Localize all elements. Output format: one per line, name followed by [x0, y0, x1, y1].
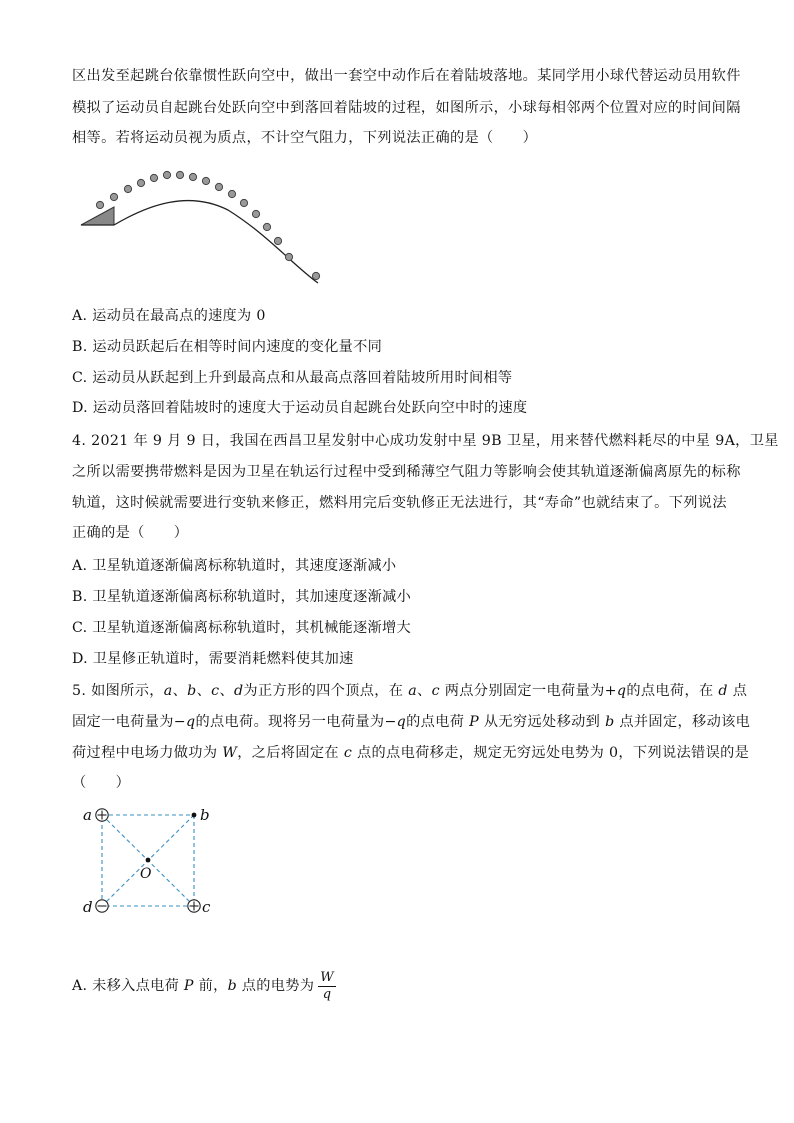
text: 两点分别固定一电荷量为: [439, 683, 605, 699]
text: ，之后将固定在: [237, 745, 344, 761]
q5-line-3: [72, 743, 750, 763]
text: 的点电荷: [406, 714, 470, 730]
ball: [110, 193, 117, 200]
ball: [202, 177, 209, 184]
text: 从无穷远处移动到: [479, 714, 606, 730]
ball: [176, 171, 183, 178]
text: 、: [219, 683, 234, 699]
q4-option-a: A. 卫星轨道逐渐偏离标称轨道时，其速度逐渐减小: [72, 558, 397, 574]
q4-option-c: C. 卫星轨道逐渐偏离标称轨道时，其机械能逐渐增大: [72, 620, 411, 636]
q5-option-a: [72, 966, 336, 1006]
q3-option-d: D. 运动员落回着陆坡时的速度大于运动员自起跳台处跃向空中时的速度: [72, 400, 528, 416]
ball: [274, 237, 281, 244]
text: 的点电荷。现将另一电荷量为: [195, 714, 385, 730]
var-b: b: [187, 683, 197, 699]
var-p: P: [469, 714, 480, 730]
takeoff-platform: [81, 207, 114, 225]
var-p: P: [183, 978, 194, 994]
var-b: b: [605, 714, 615, 730]
ball: [285, 253, 292, 260]
text: 荷过程中电场力做功为: [72, 745, 223, 761]
q5-line-4: （ ）: [72, 775, 131, 791]
ball: [215, 183, 222, 190]
var-a: a: [408, 683, 418, 699]
text: 的点电荷，在: [626, 683, 719, 699]
var-d: d: [233, 683, 244, 699]
charge-plus-q: +q: [604, 683, 627, 699]
label-b: b: [200, 806, 210, 824]
label-d: d: [83, 898, 93, 916]
var-a: a: [163, 683, 173, 699]
text: 、: [196, 683, 212, 699]
ball: [252, 210, 259, 217]
ball: [240, 199, 247, 206]
text: 前，: [193, 978, 228, 994]
text: 为正方形的四个顶点，在: [243, 683, 409, 699]
ball: [96, 201, 103, 208]
text: 点并固定，移动该电: [614, 714, 751, 730]
q3-option-a: A. 运动员在最高点的速度为 0: [72, 308, 266, 324]
point-b: [192, 813, 197, 818]
var-b: b: [227, 978, 237, 994]
q3-line-3: 相等。若将运动员视为质点，不计空气阻力，下列说法正确的是（ ）: [72, 130, 538, 146]
positive-charge-c: [188, 900, 200, 912]
charge-minus-q: −q: [384, 714, 407, 730]
text: 、: [172, 683, 188, 699]
var-c: c: [211, 683, 220, 699]
ball: [228, 190, 235, 197]
q4-line-3: 轨道，这时候就需要进行变轨来修正，燃料用完后变轨修正无法进行，其“寿命”也就结束了。下列说法: [72, 495, 727, 511]
label-o: O: [140, 866, 152, 882]
var-w: W: [222, 745, 238, 761]
var-c: c: [343, 745, 353, 761]
q3-option-c: C. 运动员从跃起到上升到最高点和从最高点落回着陆坡所用时间相等: [72, 370, 513, 386]
ball: [263, 223, 270, 230]
ball: [150, 174, 157, 181]
ball: [312, 272, 319, 279]
negative-charge-d: [96, 900, 108, 912]
square-charge-diagram: [78, 800, 218, 925]
q3-option-b: B. 运动员跃起后在相等时间内速度的变化量不同: [72, 339, 383, 355]
q4-option-b: B. 卫星轨道逐渐偏离标称轨道时，其加速度逐渐减小: [72, 589, 412, 605]
text: A. 未移入点电荷: [72, 978, 184, 994]
text: 点的点电荷移走，规定无穷远处电势为 0，下列说法错误的是: [352, 745, 750, 761]
var-c: c: [431, 683, 440, 699]
fraction-w-over-q: [318, 970, 336, 1003]
fraction-numerator: W: [320, 969, 334, 985]
q5-line-1: [72, 681, 748, 701]
ball-positions: [96, 171, 319, 279]
q3-line-1: 区出发至起跳台依靠惯性跃向空中，做出一套空中动作后在着陆坡落地。某同学用小球代替运动员用软件: [72, 68, 741, 84]
q5-line-2: [72, 712, 751, 732]
ball: [137, 179, 144, 186]
text: 固定一电荷量为: [72, 714, 174, 730]
label-c: c: [202, 898, 211, 916]
ski-jump-figure: [78, 165, 328, 290]
q3-line-2: 模拟了运动员自起跳台处跃向空中到落回着陆坡的过程，如图所示，小球每相邻两个位置对应的时间间隔: [72, 100, 741, 116]
text: 、: [417, 683, 432, 699]
q4-line-4: 正确的是（ ）: [72, 525, 189, 541]
ball: [163, 171, 170, 178]
fraction-denominator: q: [322, 986, 332, 1002]
text: 5. 如图所示，: [72, 683, 164, 699]
charge-minus-q: −q: [173, 714, 196, 730]
q4-line-2: 之所以需要携带燃料是因为卫星在轨运行过程中受到稀薄空气阻力等影响会使其轨道逐渐偏离原先的标称: [72, 464, 741, 480]
q4-line-1: 4. 2021 年 9 月 9 日，我国在西昌卫星发射中心成功发射中星 9B 卫星，用来替代燃料耗尽的中星 9A，卫星: [72, 433, 779, 449]
ball: [124, 185, 131, 192]
positive-charge-a: [96, 809, 108, 821]
q4-option-d: D. 卫星修正轨道时，需要消耗燃料使其加速: [72, 651, 354, 667]
landing-slope: [81, 201, 318, 283]
ball: [189, 173, 196, 180]
point-o: [146, 858, 151, 863]
var-d: d: [718, 683, 728, 699]
label-a: a: [83, 806, 92, 824]
text: 点的电势为: [236, 978, 315, 994]
text: 点: [727, 683, 748, 699]
